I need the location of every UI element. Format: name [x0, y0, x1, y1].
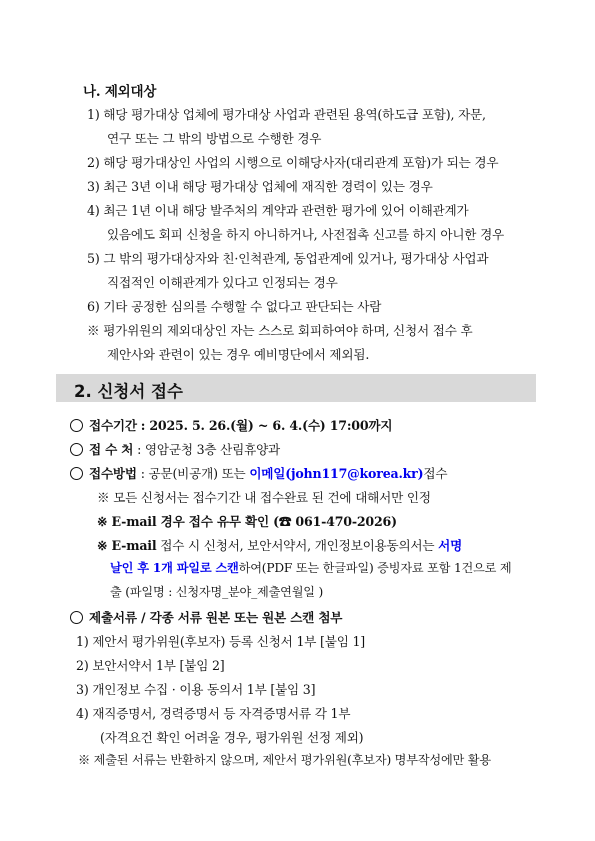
circle-bullet-icon	[70, 419, 83, 432]
docs-heading-row	[70, 607, 342, 626]
circle-bullet-icon	[70, 443, 83, 456]
period-row	[70, 415, 392, 434]
doc-item-2: 2) 보안서약서 1부 [붙임 2]	[76, 658, 225, 673]
exclusion-note-cont: 제안사와 관련이 있는 경우 예비명단에서 제외됨.	[107, 347, 370, 362]
exclusion-item-6: 6) 기타 공정한 심의를 수행할 수 없다고 판단되는 사람	[87, 299, 382, 314]
note-3-mid: 접수 시 신청서, 보안서약서, 개인정보이용동의서는	[156, 538, 439, 553]
docs-heading: 제출서류 / 각종 서류 원본 또는 원본 스캔 첨부	[89, 610, 343, 625]
doc-item-4-sub: (자격요건 확인 어려울 경우, 평가위원 선정 제외)	[100, 730, 364, 745]
doc-item-3: 3) 개인정보 수집 · 이용 동의서 1부 [붙임 3]	[76, 682, 316, 697]
doc-item-4: 4) 재직증명서, 경력증명서 등 자격증명서류 각 1부	[76, 706, 351, 721]
method-email-link[interactable]: 이메일(john117@korea.kr)	[249, 466, 424, 481]
place-label: 접 수 처	[89, 442, 134, 457]
place-row	[70, 439, 280, 458]
place-value: : 영암군청 3층 산림휴양과	[137, 442, 280, 457]
note-3-end: 출 (파일명 : 신청자명_분야_제출연월일 )	[110, 585, 324, 599]
exclusion-item-4: 4) 최근 1년 이내 해당 발주처의 계약과 관련한 평가에 있어 이해관계가	[87, 203, 469, 218]
note-3-highlight-2: 날인 후 1개 파일로 스캔	[110, 561, 239, 575]
doc-item-1: 1) 제안서 평가위원(후보자) 등록 신청서 1부 [붙임 1]	[76, 634, 366, 649]
note-3-mark: ※	[97, 538, 112, 553]
note-3-email: E-mail	[111, 538, 157, 553]
exclusion-item-1-cont: 연구 또는 그 밖의 방법으로 수행한 경우	[107, 131, 322, 146]
exclusion-item-5-cont: 직접적인 이해관계가 있다고 인정되는 경우	[107, 275, 338, 290]
final-note: ※ 제출된 서류는 반환하지 않으며, 제안서 평가위원(후보자) 명부작성에만 활용	[78, 753, 491, 767]
method-value-post: 접수	[423, 466, 448, 481]
period-value: : 2025. 5. 26.(월) ~ 6. 4.(수) 17:00까지	[140, 418, 393, 433]
section-title: 2. 신청서 접수	[74, 382, 183, 401]
method-value: : 공문(비공개) 또는	[140, 466, 250, 481]
note-2: ※ E-mail 경우 접수 유무 확인 (☎ 061-470-2026)	[97, 514, 397, 529]
note-3-cont	[110, 559, 511, 576]
exclusion-note: ※ 평가위원의 제외대상인 자는 스스로 회피하여야 하며, 신청서 접수 후	[87, 323, 473, 338]
exclusion-item-2: 2) 해당 평가대상인 사업의 시행으로 이해당사자(대리관계 포함)가 되는 경우	[87, 155, 499, 170]
note-3	[97, 535, 462, 554]
exclusion-item-3: 3) 최근 3년 이내 해당 평가대상 업체에 재직한 경력이 있는 경우	[87, 179, 433, 194]
exclusion-item-4-cont: 있음에도 회피 신청을 하지 아니하거나, 사전접촉 신고를 하지 아니한 경우	[107, 227, 504, 242]
method-row	[70, 463, 447, 482]
note-1: ※ 모든 신청서는 접수기간 내 접수완료 된 건에 대해서만 인정	[97, 490, 431, 505]
exclusion-heading: 나. 제외대상	[83, 84, 157, 100]
circle-bullet-icon	[70, 467, 83, 480]
exclusion-item-1: 1) 해당 평가대상 업체에 평가대상 사업과 관련된 용역(하도급 포함), 자문,	[87, 107, 486, 122]
method-label: 접수방법	[89, 466, 137, 481]
note-3-highlight-1: 서명	[438, 538, 463, 553]
exclusion-item-5: 5) 그 밖의 평가대상자와 친·인척관계, 동업관계에 있거나, 평가대상 사업과	[87, 251, 489, 266]
note-3-rest: 하여(PDF 또는 한글파일) 증빙자료 포함 1건으로 제	[238, 561, 512, 575]
circle-bullet-icon	[70, 611, 83, 624]
period-label: 접수기간	[89, 418, 137, 433]
